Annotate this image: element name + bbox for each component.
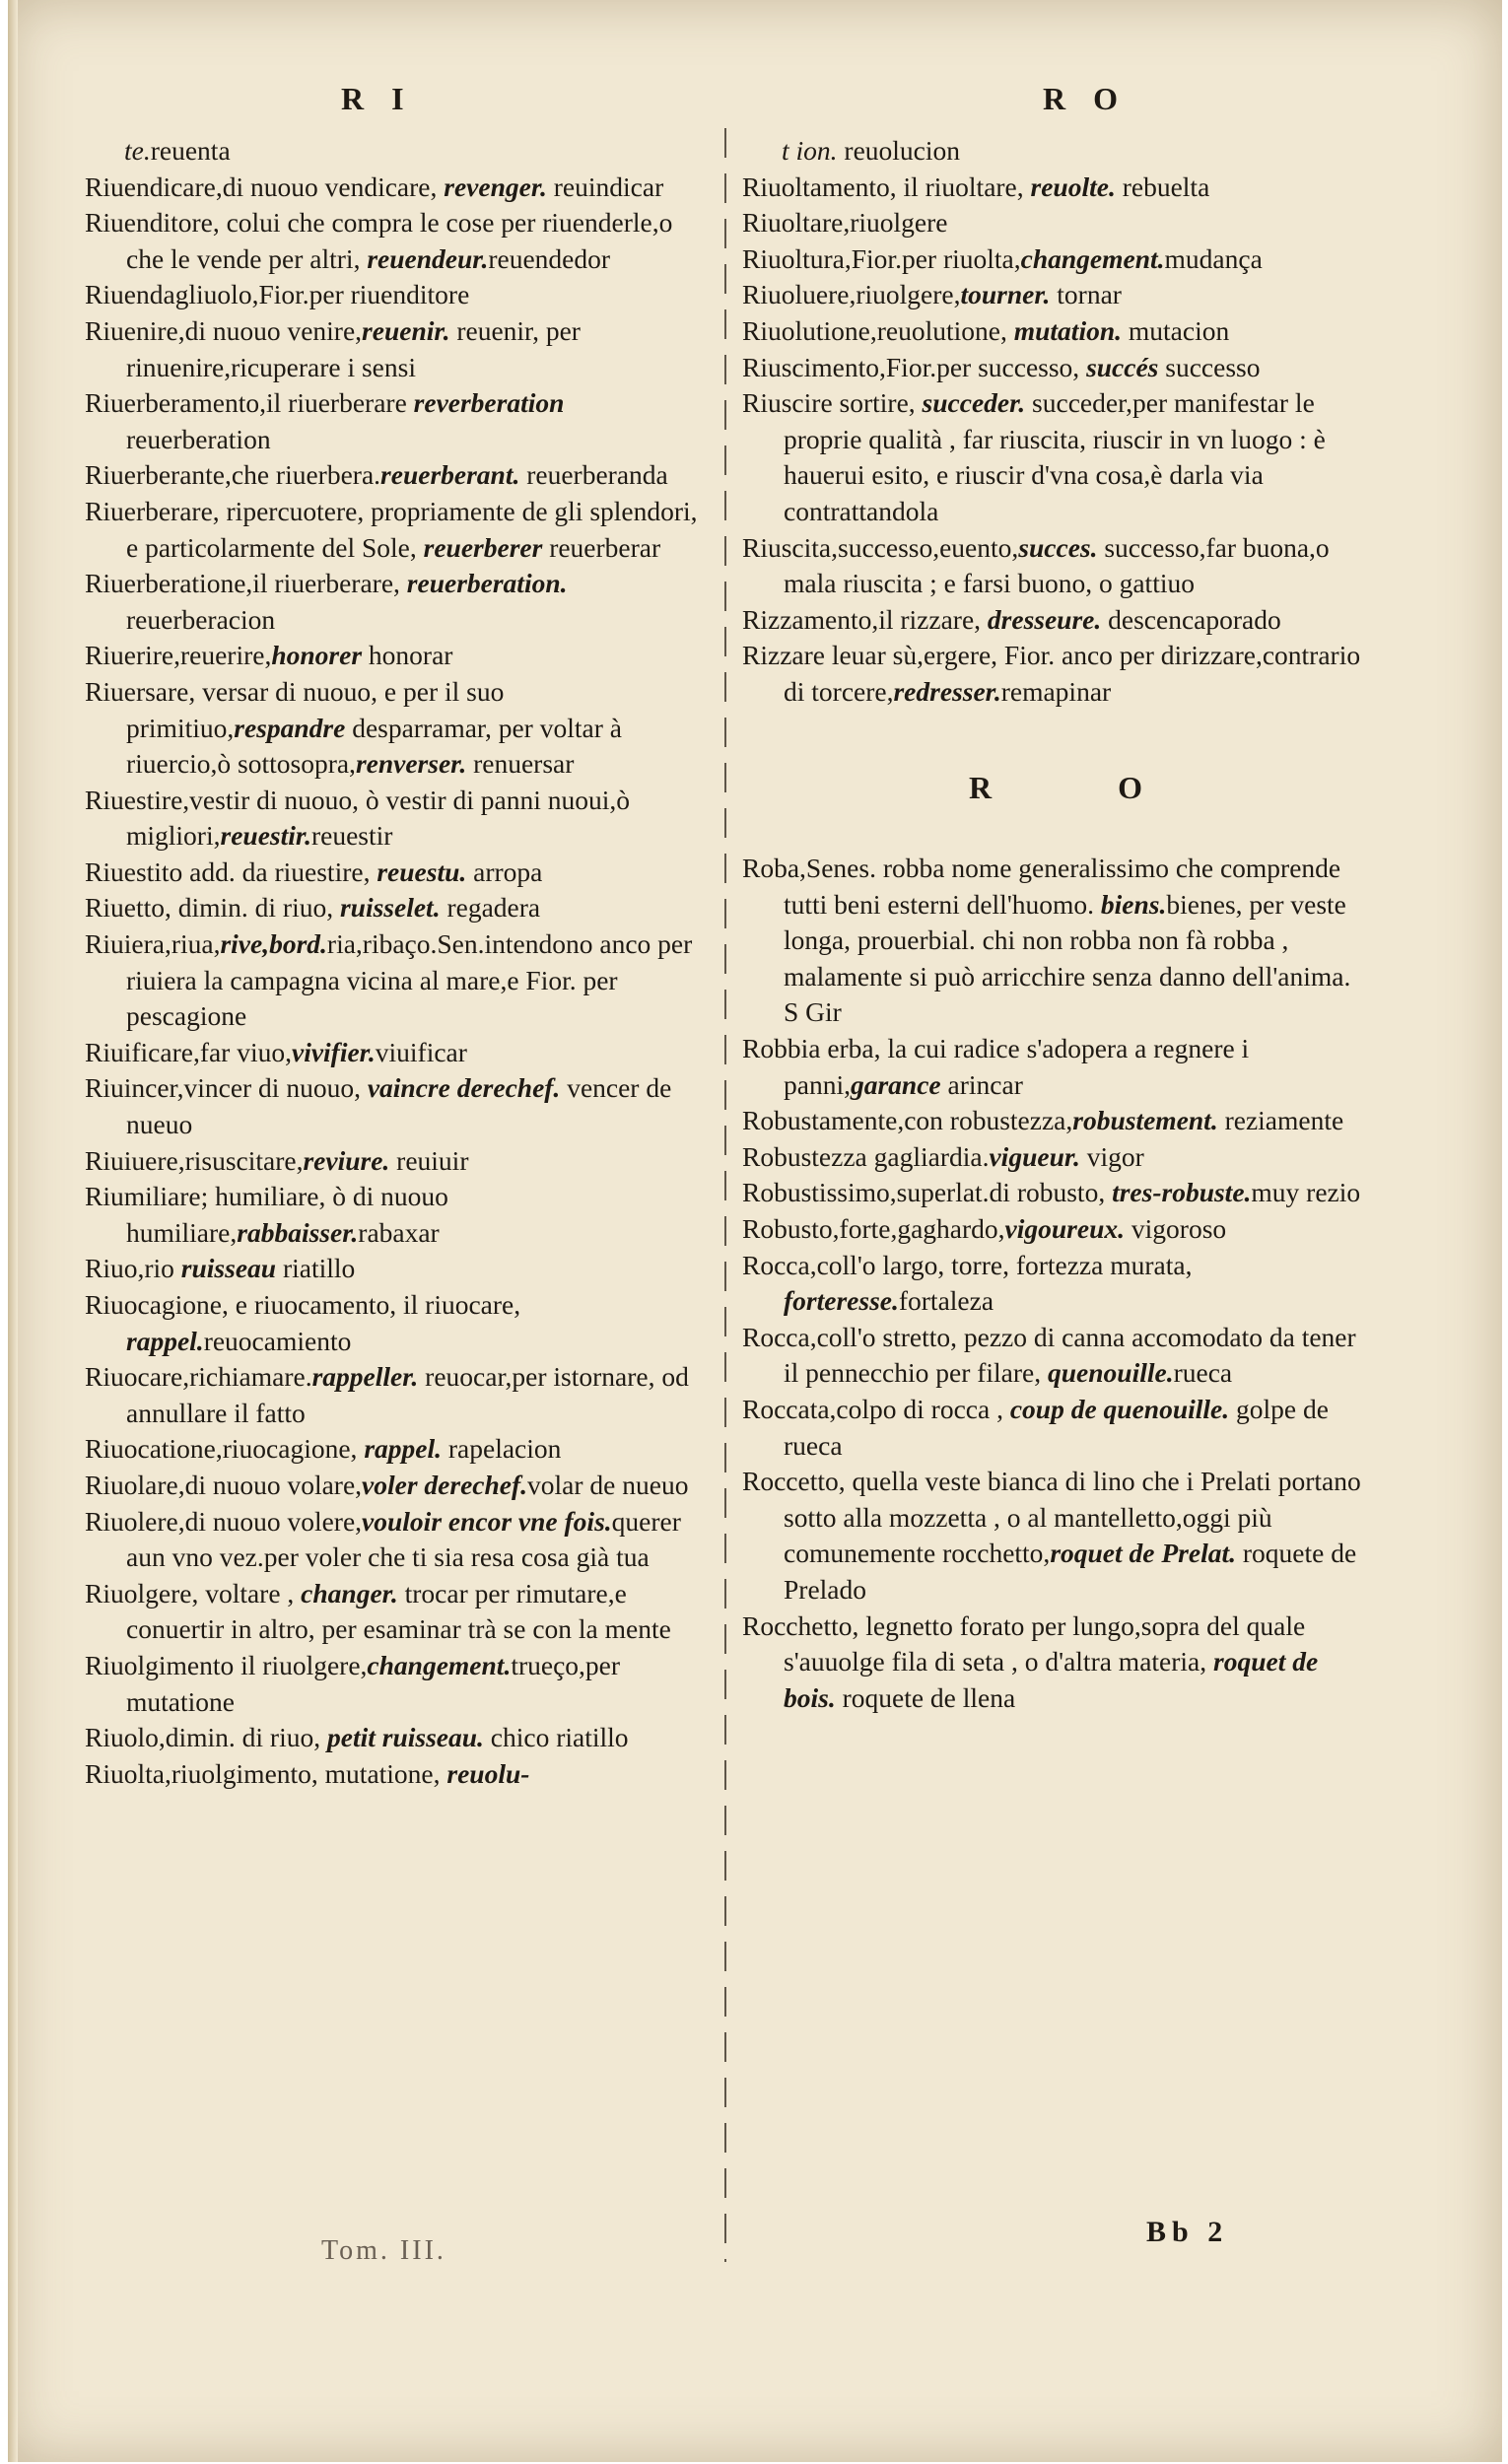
- dictionary-entry: [85, 890, 712, 926]
- french-gloss: petit ruisseau.: [326, 1722, 484, 1753]
- dictionary-entry: [742, 205, 1369, 241]
- french-gloss: biens.: [1100, 888, 1167, 920]
- entry-tail: trocar per rimutare,e conuertir in altro, per esaminar trà se con la mente: [126, 1577, 671, 1645]
- dictionary-entry: [742, 1392, 1369, 1464]
- entry-tail: volar de nueuo: [527, 1469, 689, 1500]
- dictionary-entry: [742, 851, 1369, 1031]
- dictionary-entry: [742, 313, 1369, 350]
- french-gloss: dresseure.: [987, 603, 1102, 635]
- french-gloss: forteresse.: [784, 1285, 899, 1317]
- entry-tail: arincar: [940, 1068, 1023, 1100]
- entry-text: Rizzare leuar sù,ergere, Fior. anco per dirizzare,contrario di torcere,: [742, 640, 1361, 707]
- entry-text: Riuerberare, ripercuotere, propriamente de gli splendori, e particolarmente del Sole,: [85, 495, 698, 563]
- french-gloss: rappel.: [126, 1325, 204, 1356]
- entry-text: Riuincer,vincer di nuouo,: [85, 1072, 368, 1104]
- entry-text: Riuerire,reuerire,: [85, 640, 272, 671]
- entry-text: Robustissimo,superlat.di robusto,: [742, 1177, 1113, 1208]
- french-gloss: rabbaisser.: [237, 1216, 359, 1248]
- dictionary-entry: [742, 277, 1369, 313]
- french-gloss: reuolu-: [446, 1757, 530, 1789]
- entry-text: Riuo,rio: [85, 1253, 181, 1284]
- entry-tail: succeder,per manifestar le proprie qualità , far riuscita, riuscir in vn luogo : è hauerui esito, e riuscir d'vna cosa,è darla via contrattandola: [784, 387, 1326, 526]
- dictionary-entry: [742, 1320, 1369, 1392]
- continued-italic: t ion.: [782, 135, 838, 166]
- dictionary-entry: [85, 457, 712, 494]
- entry-text: Robusto,forte,gaghardo,: [742, 1213, 1005, 1245]
- entry-text: Riuiuere,risuscitare,: [85, 1144, 304, 1176]
- entry-text: Riuoltamento, il riuoltare,: [742, 171, 1031, 202]
- entry-tail: successo,far buona,o mala riuscita ; e farsi buono, o gattiuo: [784, 531, 1330, 599]
- french-gloss: rappel.: [364, 1433, 442, 1465]
- continued-text: reuolucion: [837, 135, 961, 166]
- french-gloss: respandre: [234, 712, 346, 743]
- dictionary-entry: [85, 1720, 712, 1756]
- entry-text: Riuerberante,che riuerbera.: [85, 459, 381, 491]
- dictionary-entry: [742, 530, 1369, 602]
- french-gloss: revenger.: [444, 171, 547, 202]
- entry-text: Riumiliare; humiliare, ò di nuouo humiliare,: [85, 1181, 448, 1248]
- entry-text: Roccata,colpo di rocca ,: [742, 1394, 1010, 1424]
- entry-tail: querer aun vno vez.per voler che ti sia resa cosa già tua: [126, 1505, 681, 1573]
- entry-text: Riuendicare,di nuouo vendicare,: [85, 171, 445, 202]
- french-gloss: vivifier.: [291, 1036, 376, 1067]
- dictionary-entry: [85, 674, 712, 783]
- entry-tail: rabaxar: [358, 1216, 440, 1248]
- french-gloss: quenouille.: [1048, 1357, 1174, 1389]
- entry-text: Roba,Senes. robba nome generalissimo che comprende tutti beni esterni dell'huomo.: [742, 853, 1341, 920]
- french-gloss: rive,bord.: [220, 928, 327, 960]
- running-head-right: R O: [1043, 81, 1128, 116]
- left-entries: [85, 170, 712, 1793]
- entry-text: Riuiera,riua,: [85, 928, 221, 960]
- entry-tail: reziamente: [1217, 1105, 1344, 1136]
- entry-tail: rebuelta: [1115, 171, 1210, 202]
- french-gloss: succés: [1086, 351, 1159, 382]
- dictionary-entry: [85, 205, 712, 277]
- entry-text: Rocca,coll'o stretto, pezzo di canna accomodato da tener il pennecchio per filare,: [742, 1321, 1356, 1389]
- dictionary-entry: [85, 385, 712, 457]
- right-entries-ro: [742, 851, 1369, 1716]
- entry-tail: reuerberar: [542, 531, 661, 563]
- french-gloss: tres-robuste.: [1112, 1177, 1252, 1208]
- entry-tail: roquete de Prelado: [784, 1538, 1357, 1605]
- entry-tail: arropa: [466, 856, 543, 887]
- dictionary-entry: [85, 1143, 712, 1180]
- dictionary-entry: [742, 1211, 1369, 1248]
- section-heading: R O: [969, 769, 1201, 805]
- entry-text: Riuocatione,riuocagione,: [85, 1433, 365, 1465]
- entry-text: Riuocare,richiamare.: [85, 1361, 312, 1393]
- dictionary-entry: [742, 602, 1369, 639]
- french-gloss: vigoureux.: [1004, 1213, 1126, 1245]
- page-edge-shadow: [8, 0, 18, 2462]
- entry-tail: reuocamiento: [203, 1325, 352, 1356]
- french-gloss: rappeller.: [311, 1361, 419, 1393]
- dictionary-entry: [85, 783, 712, 855]
- continued-text: reuenta: [150, 135, 231, 166]
- entry-text: Riuolo,dimin. di riuo,: [85, 1722, 327, 1753]
- french-gloss: reuerberant.: [380, 459, 520, 491]
- french-gloss: reuestir.: [220, 820, 311, 852]
- entry-text: Riuendagliuolo,Fior.per riuenditore: [85, 279, 470, 310]
- running-head-left: R I: [341, 81, 414, 116]
- entry-text: Riuoluere,riuolgere,: [742, 279, 961, 310]
- entry-text: Riuolgere, voltare ,: [85, 1577, 302, 1608]
- entry-tail: rueca: [1173, 1357, 1233, 1389]
- entry-tail: muy rezio: [1251, 1177, 1361, 1208]
- entry-text: Riuenditore, colui che compra le cose per riuenderle,o che le vende per altri,: [85, 207, 673, 274]
- french-gloss: redresser.: [893, 675, 1001, 707]
- dictionary-entry: [742, 1608, 1369, 1717]
- french-gloss: renverser.: [355, 748, 467, 780]
- dictionary-entry: [85, 1359, 712, 1431]
- entry-text: Riuoltare,riuolgere: [742, 207, 948, 239]
- dictionary-entry: [85, 1576, 712, 1648]
- entry-text: Riuestire,vestir di nuouo, ò vestir di panni nuoui,ò migliori,: [85, 784, 630, 852]
- french-gloss: mutation.: [1013, 314, 1123, 346]
- dictionary-entry: [85, 1431, 712, 1468]
- french-gloss: garance: [850, 1068, 941, 1100]
- entry-text: Riuolutione,reuolutione,: [742, 314, 1014, 346]
- entry-text: Riuolare,di nuouo volare,: [85, 1469, 363, 1500]
- dictionary-entry: [85, 566, 712, 638]
- french-gloss: roquet de Prelat.: [1050, 1538, 1236, 1569]
- french-gloss: changer.: [301, 1577, 398, 1608]
- entry-tail: remapinar: [1000, 675, 1112, 707]
- dictionary-entry: [742, 1031, 1369, 1103]
- french-gloss: reverberation: [413, 387, 565, 419]
- entry-tail: desparramar, per voltar à riuercio,ò sottosopra,: [126, 712, 622, 780]
- dictionary-entry: [742, 1464, 1369, 1608]
- dictionary-entry: [742, 1103, 1369, 1139]
- entry-tail: mudança: [1164, 242, 1263, 274]
- right-entries: [742, 170, 1369, 711]
- entry-tail: descencaporado: [1101, 603, 1281, 635]
- french-gloss: vigueur.: [989, 1140, 1080, 1172]
- entry-tail: reuestir: [310, 820, 393, 852]
- entry-text: Rocca,coll'o largo, torre, fortezza murata,: [742, 1249, 1193, 1280]
- entry-text: Riuocagione, e riuocamento, il riuocare,: [85, 1289, 521, 1320]
- entry-tail: roquete de llena: [835, 1681, 1016, 1713]
- continued-italic: te.: [124, 135, 151, 166]
- entry-text: Robustezza gagliardia.: [742, 1140, 990, 1172]
- entry-tail: rapelacion: [442, 1433, 562, 1465]
- dictionary-entry: [85, 494, 712, 566]
- french-gloss: reuestu.: [377, 856, 467, 887]
- entry-tail: reuerberacion: [126, 603, 276, 635]
- continued-line: [85, 133, 712, 170]
- entry-text: Riuerberamento,il riuerberare: [85, 387, 414, 419]
- entry-text: Riuerberatione,il riuerberare,: [85, 568, 407, 599]
- dictionary-entry: [85, 313, 712, 385]
- dictionary-entry: [742, 1248, 1369, 1320]
- entry-tail: regadera: [440, 892, 541, 924]
- entry-tail: vencer de nueuo: [126, 1072, 672, 1140]
- french-gloss: ruisselet.: [339, 892, 441, 924]
- french-gloss: reuerberer: [423, 531, 543, 563]
- entry-tail: viuificar: [375, 1036, 467, 1067]
- entry-tail: renuersar: [466, 748, 575, 780]
- entry-text: Riuoltura,Fior.per riuolta,: [742, 242, 1021, 274]
- right-column: [742, 133, 1369, 1716]
- dictionary-entry: [85, 638, 712, 674]
- french-gloss: succeder.: [922, 387, 1026, 419]
- entry-text: Riuscimento,Fior.per successo,: [742, 351, 1087, 382]
- entry-tail: tornar: [1050, 279, 1122, 310]
- french-gloss: reuerberation.: [406, 568, 568, 599]
- entry-tail: reuerberanda: [519, 459, 668, 491]
- entry-tail: reuocar,per istornare, od annullare il fatto: [126, 1361, 689, 1428]
- signature-mark: Bb 2: [1146, 2216, 1229, 2248]
- entry-text: Riuetto, dimin. di riuo,: [85, 892, 340, 924]
- entry-tail: bienes, per veste longa, prouerbial. chi non robba non fà robba , malamente si può arricchire senza danno dell'anima. S Gir: [784, 888, 1351, 1028]
- dictionary-entry: [85, 1070, 712, 1142]
- entry-text: Riuscita,successo,euento,: [742, 531, 1019, 563]
- entry-text: Riuificare,far viuo,: [85, 1036, 292, 1067]
- continued-line: [742, 133, 1369, 170]
- dictionary-entry: [742, 1175, 1369, 1211]
- entry-tail: mutacion: [1122, 314, 1230, 346]
- french-gloss: changement.: [367, 1649, 512, 1680]
- french-gloss: tourner.: [960, 279, 1051, 310]
- column-divider: [724, 128, 726, 2262]
- french-gloss: vaincre derechef.: [367, 1072, 561, 1104]
- entry-text: Robbia erba, la cui radice s'adopera a regnere i panni,: [742, 1033, 1250, 1100]
- entry-text: Riuolta,riuolgimento, mutatione,: [85, 1757, 447, 1789]
- entry-tail: reuendedor: [488, 242, 611, 274]
- french-gloss: reviure.: [303, 1144, 390, 1176]
- entry-tail: successo: [1158, 351, 1261, 382]
- entry-text: Riuolgimento il riuolgere,: [85, 1649, 368, 1680]
- entry-tail: riatillo: [276, 1253, 356, 1284]
- dictionary-entry: [742, 385, 1369, 529]
- entry-text: Riuolere,di nuouo volere,: [85, 1505, 363, 1537]
- french-gloss: coup de quenouille.: [1009, 1394, 1230, 1424]
- french-gloss: reuenir.: [362, 314, 450, 346]
- entry-text: Rizzamento,il rizzare,: [742, 603, 988, 635]
- french-gloss: ruisseau: [180, 1253, 277, 1284]
- dictionary-entry: [85, 1251, 712, 1287]
- french-gloss: roquet de bois.: [784, 1646, 1319, 1713]
- dictionary-entry: [742, 638, 1369, 710]
- dictionary-entry: [85, 1035, 712, 1071]
- french-gloss: reuendeur.: [367, 242, 489, 274]
- left-column: [85, 133, 712, 1792]
- french-gloss: vouloir encor vne fois.: [362, 1505, 612, 1537]
- dictionary-entry: [85, 277, 712, 313]
- dictionary-entry: [742, 241, 1369, 278]
- entry-tail: ria,ribaço.Sen.intendono anco per riuiera la campagna vicina al mare,e Fior. per pescagione: [126, 928, 693, 1032]
- dictionary-page: [8, 0, 1502, 2462]
- french-gloss: reuolte.: [1030, 171, 1116, 202]
- french-gloss: robustement.: [1072, 1105, 1218, 1136]
- entry-text: Riuersare, versar di nuouo, e per il suo primitiuo,: [85, 675, 505, 743]
- french-gloss: honorer: [271, 640, 363, 671]
- entry-tail: reuindicar: [546, 171, 664, 202]
- entry-tail: chico riatillo: [483, 1722, 629, 1753]
- volume-footer: Tom. III.: [321, 2235, 446, 2266]
- dictionary-entry: [85, 1648, 712, 1720]
- entry-tail: reuerberation: [126, 423, 271, 454]
- entry-tail: honorar: [362, 640, 453, 671]
- dictionary-entry: [85, 1179, 712, 1251]
- entry-text: Riuscire sortire,: [742, 387, 923, 419]
- entry-tail: golpe de rueca: [784, 1394, 1329, 1461]
- entry-tail: fortaleza: [898, 1285, 994, 1317]
- dictionary-entry: [742, 170, 1369, 206]
- dictionary-entry: [85, 1504, 712, 1576]
- dictionary-entry: [85, 170, 712, 206]
- dictionary-entry: [85, 855, 712, 891]
- french-gloss: succes.: [1018, 531, 1098, 563]
- dictionary-entry: [85, 1756, 712, 1793]
- dictionary-entry: [742, 350, 1369, 386]
- entry-text: Riuestito add. da riuestire,: [85, 856, 377, 887]
- entry-text: Rocchetto, legnetto forato per lungo,sopra del quale s'auuolge fila di seta , o d'altra materia,: [742, 1609, 1306, 1677]
- french-gloss: changement.: [1020, 242, 1165, 274]
- entry-tail: trueço,per mutatione: [126, 1649, 621, 1717]
- entry-tail: vigoroso: [1125, 1213, 1227, 1245]
- dictionary-entry: [85, 1468, 712, 1504]
- entry-tail: reuenir, per rinuenire,ricuperare i sensi: [126, 314, 581, 382]
- dictionary-entry: [85, 926, 712, 1035]
- entry-tail: reuiuir: [389, 1144, 469, 1176]
- entry-tail: vigor: [1079, 1140, 1144, 1172]
- french-gloss: voler derechef.: [362, 1469, 528, 1500]
- dictionary-entry: [85, 1287, 712, 1359]
- entry-text: Riuenire,di nuouo venire,: [85, 314, 363, 346]
- entry-text: Robustamente,con robustezza,: [742, 1105, 1073, 1136]
- dictionary-entry: [742, 1139, 1369, 1176]
- entry-text: Roccetto, quella veste bianca di lino che i Prelati portano sotto alla mozzetta , o al mantelletto,oggi più comunemente rocchetto,: [742, 1466, 1361, 1569]
